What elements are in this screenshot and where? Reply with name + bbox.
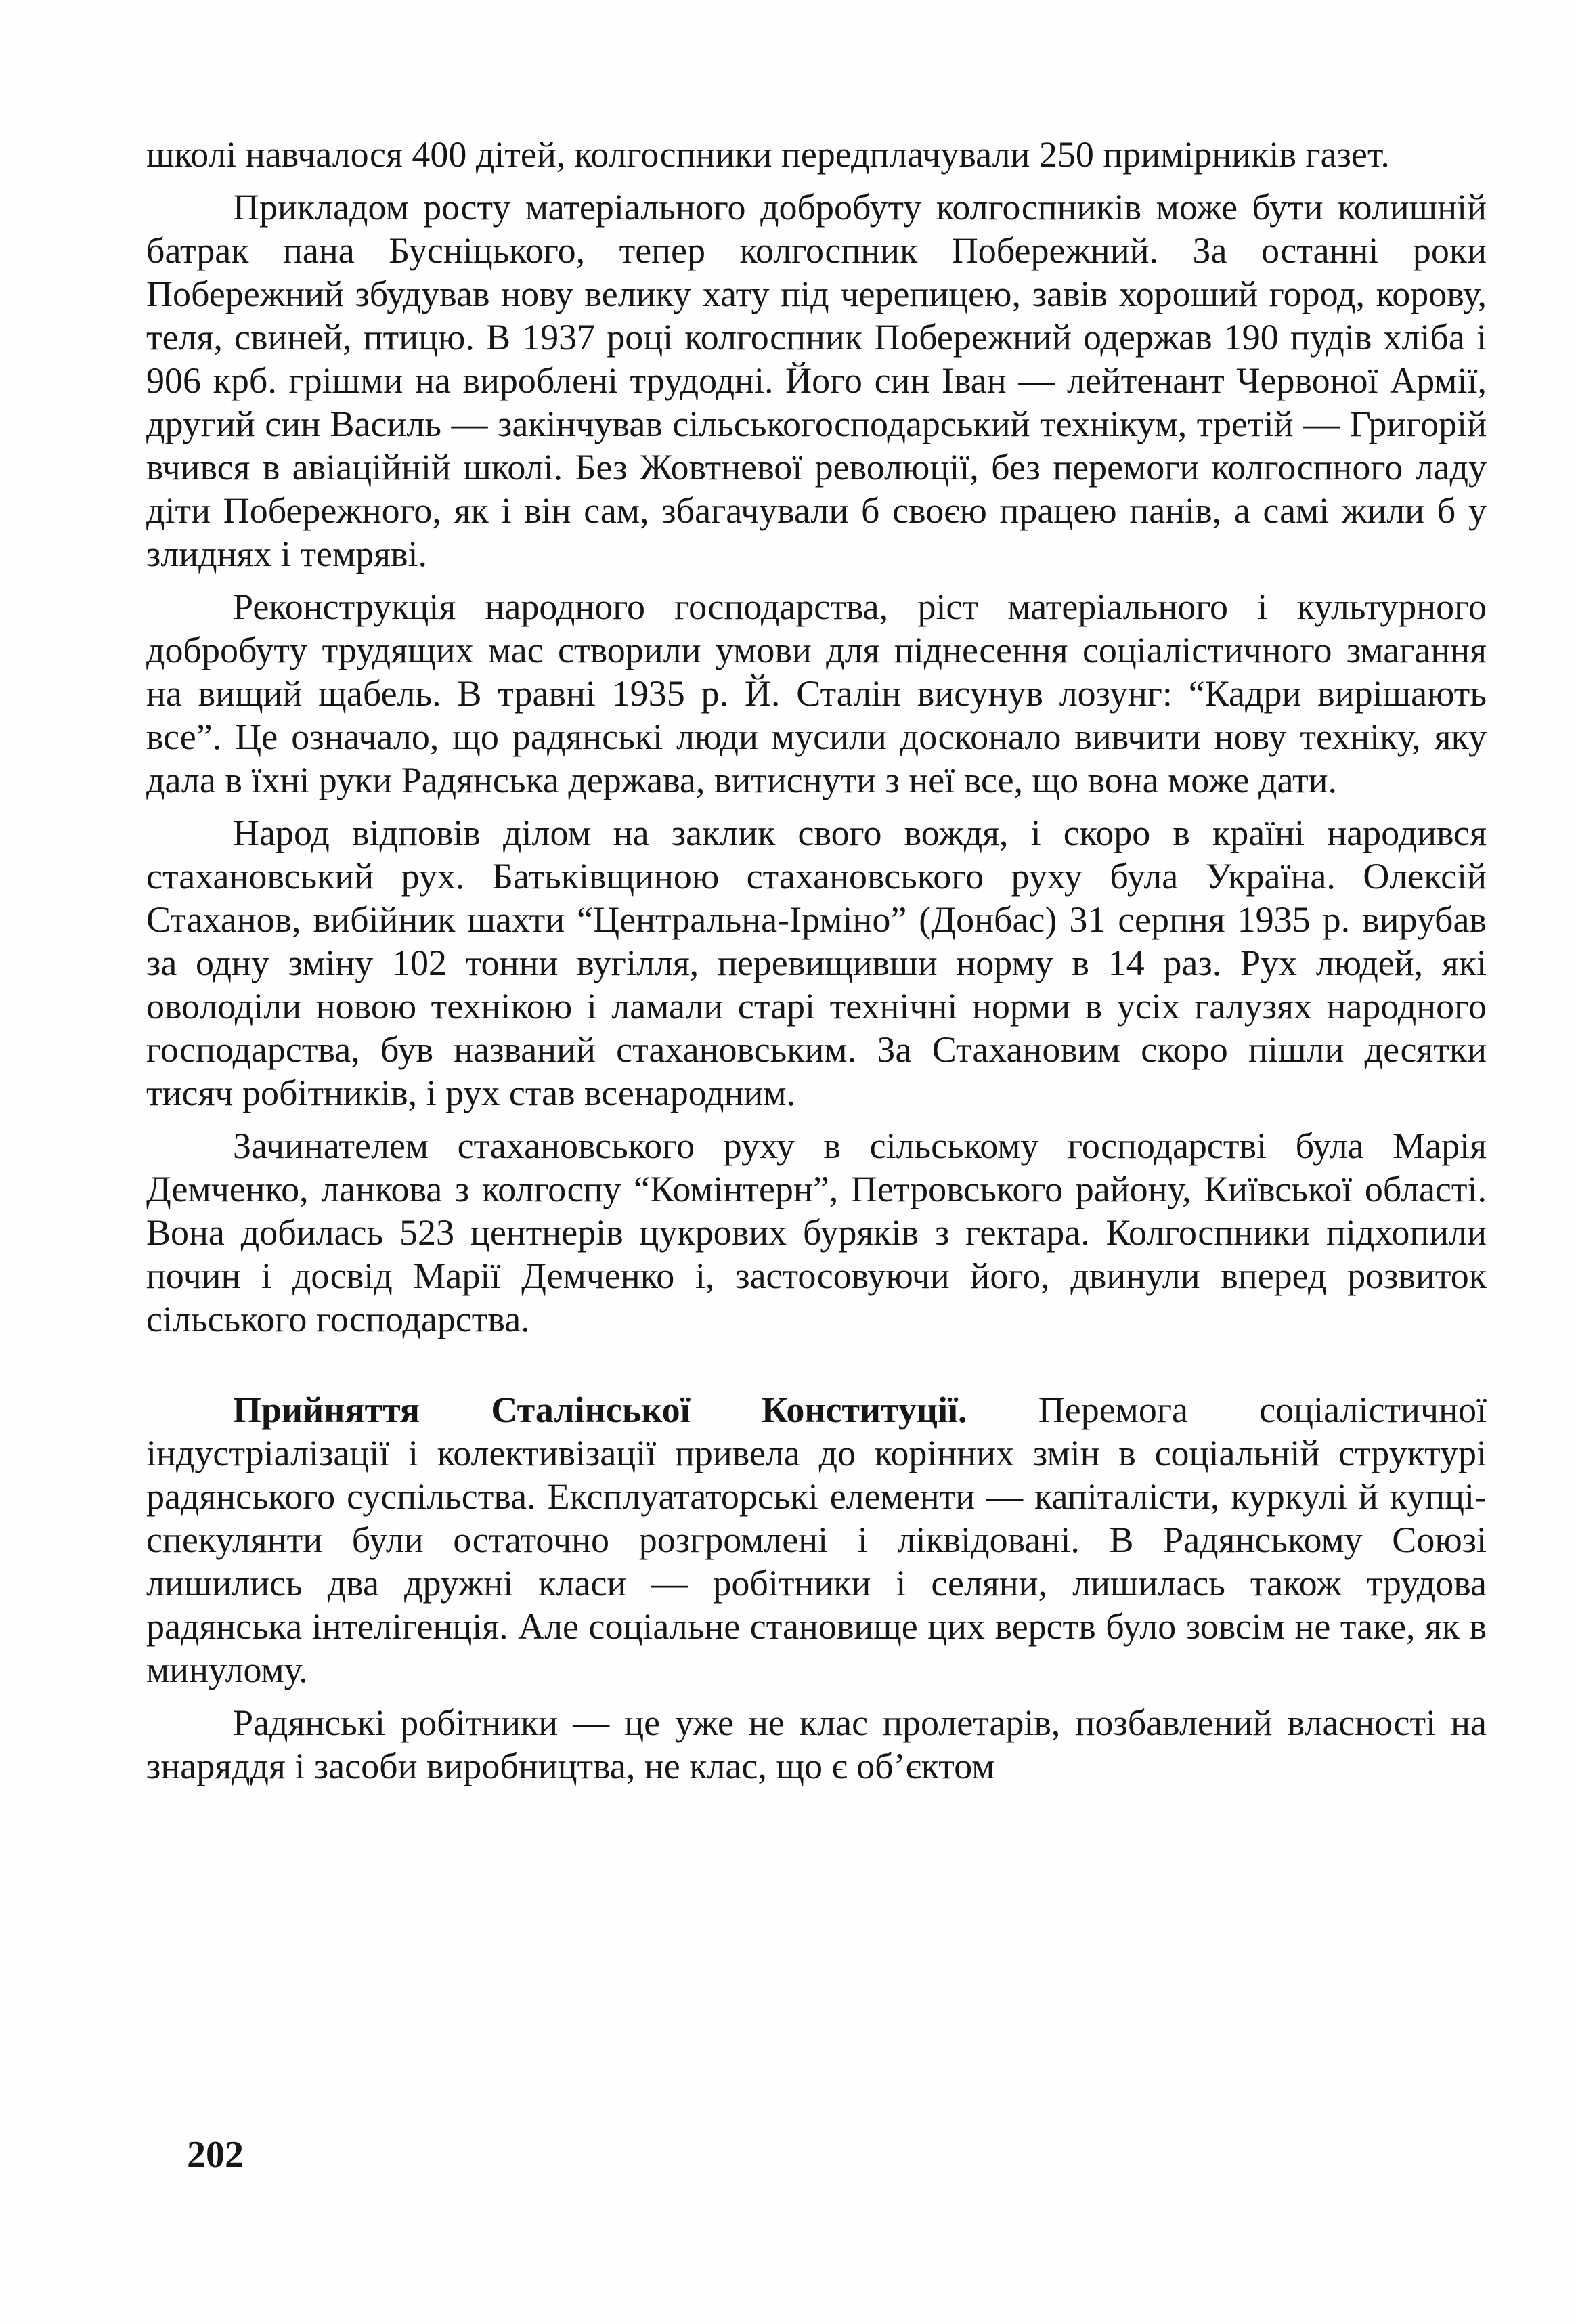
- paragraph-stakhanov: Народ відповів ділом на заклик свого вождя, і скоро в країні народився стахановський рух. Батьківщиною стахановського руху була Україна. Олексій Стаханов, вибійник шахти “Центральна-Ірміно” (Донбас) 31 серпня 1935 р. вирубав за одну зміну 102 тонни вугілля, перевищивши норму в 14 раз. Рух людей, які оволоділи новою технікою і ламали старі технічні норми в усіх галузях народного господарства, був названий стахановським. За Стахановим скоро пішли десятки тисяч робітників, і рух став всенародним.: [146, 813, 1487, 1113]
- paragraph-continued: школі навчалося 400 дітей, колгоспники передплачували 250 примірників газет.: [146, 134, 1390, 175]
- paragraph-poberezhny: Прикладом росту матеріального добробуту колгоспників може бути колишній батрак пана Бусніцького, тепер колгоспник Побережний. За останні роки Побережний збудував нову велику хату під черепицею, завів хороший город, корову, теля, свиней, птицю. В 1937 році колгоспник Побережний одержав 190 пудів хліба і 906 крб. грішми на вироблені трудодні. Його син Іван — лейтенант Червоної Армії, другий син Василь — закінчував сільськогосподарський технікум, третій — Григорій вчився в авіаційній школі. Без Жовтневої революції, без перемоги колгоспного ладу діти Побережного, як і він сам, збагачували б своєю працею панів, а самі жили б у злиднях і темряві.: [146, 187, 1487, 574]
- paragraph-demchenko: Зачинателем стахановського руху в сільському господарстві була Марія Демченко, ланкова з колгоспу “Комінтерн”, Петровського району, Київської області. Вона добилась 523 центнерів цукрових буряків з гектара. Колгоспники підхопили почин і досвід Марії Демченко і, застосовуючи його, двинули вперед розвиток сільського господарства.: [146, 1125, 1487, 1339]
- section-constitution: [146, 1388, 1487, 1692]
- section-heading: Прийняття Сталінської Конституції.: [233, 1390, 967, 1430]
- paragraph-reconstruction: Реконструкція народного господарства, ріст матеріального і культурного добробуту трудящих мас створили умови для піднесення соціалістичного змагання на вищий щабель. В травні 1935 р. Й. Сталін висунув лозунг: “Кадри вирішають все”. Це означало, що радянські люди мусили досконало вивчити нову техніку, яку дала в їхні руки Радянська держава, витиснути з неї все, що вона може дати.: [146, 586, 1487, 800]
- paragraph-workers: Радянські робітники — це уже не клас пролетарів, позбавлений власності на знаряддя і засоби виробництва, не клас, що є об’єктом: [146, 1702, 1487, 1786]
- page-text-block: [146, 133, 1487, 1788]
- section-lead-text: Перемога соціалістичної індустріалізації і колективізації привела до корінних змін в соціальній структурі радянського суспільства. Експлуататорські елементи — капіталісти, куркулі й купці-спекулянти були остаточно розгромлені і ліквідовані. В Радянському Союзі лишились два дружні класи — робітники і селяни, лишилась також трудова радянська інтелігенція. Але соціальне становище цих верств було зовсім не таке, як в минулому.: [146, 1390, 1487, 1690]
- page-number: 202: [187, 2134, 244, 2176]
